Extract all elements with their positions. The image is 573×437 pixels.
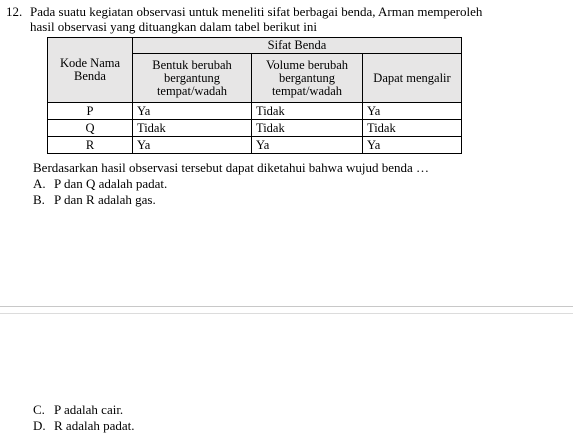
cell-bentuk: Ya [133,137,252,154]
cell-volume: Tidak [252,103,363,120]
option-d-letter: D. [33,418,46,433]
cell-mengalir: Tidak [363,120,462,137]
option-c-text: P adalah cair. [54,402,124,417]
option-b-letter: B. [33,192,45,207]
option-a-text: P dan Q adalah padat. [54,176,168,191]
header-bentuk-berubah: Bentuk berubah bergantung tempat/wadah [133,54,252,103]
cell-kode: Q [48,120,133,137]
cell-bentuk: Ya [133,103,252,120]
page-break-line [0,306,573,307]
option-c[interactable] [33,402,123,418]
cell-kode: P [48,103,133,120]
cell-volume: Ya [252,137,363,154]
cell-volume: Tidak [252,120,363,137]
cell-kode: R [48,137,133,154]
table-row [48,103,462,120]
page-break-line [0,313,573,314]
option-c-letter: C. [33,402,45,417]
cell-mengalir: Ya [363,137,462,154]
cell-bentuk: Tidak [133,120,252,137]
option-b[interactable] [33,192,156,208]
header-volume-berubah: Volume berubah bergantung tempat/wadah [252,54,363,103]
header-kode-nama-benda: Kode Nama Benda [48,38,133,103]
header-dapat-mengalir: Dapat mengalir [363,54,462,103]
option-d[interactable] [33,418,135,434]
question-line-1: Pada suatu kegiatan observasi untuk meneliti sifat berbagai benda, Arman memperoleh [30,4,483,19]
observation-table [47,37,462,154]
question-number: 12. [6,4,23,19]
header-sifat-benda: Sifat Benda [133,38,462,54]
option-a[interactable] [33,176,167,192]
cell-mengalir: Ya [363,103,462,120]
option-b-text: P dan R adalah gas. [54,192,156,207]
question-line-2: hasil observasi yang dituangkan dalam tabel berikut ini [30,19,318,34]
table-row [48,137,462,154]
table-row [48,120,462,137]
option-a-letter: A. [33,176,46,191]
question-text [30,4,566,34]
question-prompt: Berdasarkan hasil observasi tersebut dapat diketahui bahwa wujud benda … [33,160,430,175]
option-d-text: R adalah padat. [54,418,135,433]
